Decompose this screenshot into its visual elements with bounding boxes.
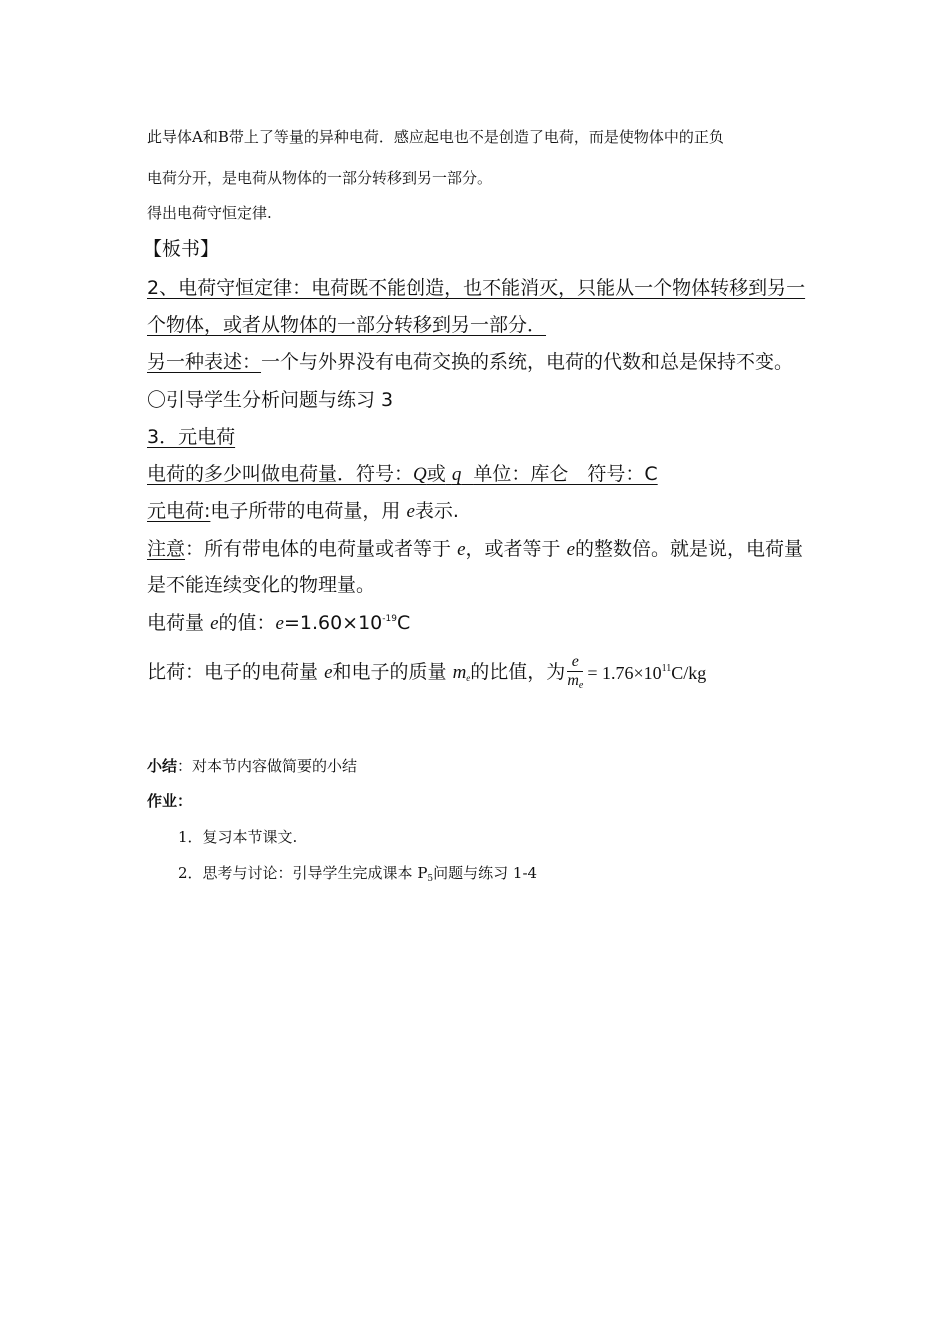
alternative-statement [147, 353, 793, 372]
specific-charge-symbol-m-sub: e [466, 673, 471, 683]
or-text: 或 [426, 463, 446, 485]
specific-charge-text-2: 和电子的质量 [332, 661, 447, 683]
specific-charge-text-3: 的比值，为 [470, 661, 566, 683]
alternative-statement-text: 一个与外界没有电荷交换的系统，电荷的代数和总是保持不变。 [261, 351, 794, 373]
elementary-charge-text: 电子所带的电荷量，用 [210, 500, 401, 522]
note-text-3: 的整数倍。就是说，电荷量 [575, 538, 804, 560]
charge-value-line [147, 614, 410, 633]
symbol-e: e [406, 501, 415, 522]
note-line-2: 是不能连续变化的物理量。 [147, 574, 376, 596]
summary-line [147, 759, 357, 774]
summary-label: 小结 [147, 757, 178, 775]
guide-exercise-line: 〇引导学生分析问题与练习 3 [147, 389, 394, 411]
unit-text: 单位：库仑 符号：C [473, 463, 658, 485]
homework-label: 作业 [147, 792, 178, 810]
equation-exponent: 11 [661, 662, 672, 674]
homework-item-2-text: 2．思考与讨论：引导学生完成课本 P [178, 864, 428, 882]
symbol-q: q [451, 464, 462, 485]
note-text-1: ：所有带电体的电荷量或者等于 [185, 538, 452, 560]
charge-quantity-text: 电荷的多少叫做电荷量．符号： [147, 463, 414, 485]
conservation-law-line-1: 2、电荷守恒定律：电荷既不能创造，也不能消灭，只能从一个物体转移到另一 [147, 277, 806, 299]
elementary-charge-text-end: 表示. [414, 500, 459, 522]
equation-value: = 1.76×10 [587, 662, 662, 683]
equation-unit: C/kg [671, 662, 707, 683]
note-line-1 [147, 540, 803, 559]
charge-value-unit: C [396, 612, 411, 634]
conclusion-line: 得出电荷守恒定律. [147, 204, 272, 222]
note-symbol-e-1: e [457, 539, 466, 560]
homework-item-2-text-end: 问题与练习 1-4 [433, 864, 538, 882]
charge-value-text-2: 的值： [218, 612, 276, 634]
elementary-charge-label: 元电荷: [147, 500, 211, 522]
charge-value-number: =1.60×10 [283, 612, 383, 634]
elementary-charge-heading: 3．元电荷 [147, 426, 236, 448]
specific-charge-equation [587, 663, 706, 683]
homework-item-1: 1．复习本节课文. [178, 828, 298, 846]
note-symbol-e-2: e [566, 539, 576, 560]
denominator-sub: e [578, 680, 584, 691]
paragraph-line-2: 电荷分开，是电荷从物体的一部分转移到另一部分。 [147, 169, 493, 187]
specific-charge-text-1: 比荷：电子的电荷量 [147, 661, 319, 683]
fraction-denominator [567, 672, 583, 691]
homework-colon: ： [177, 792, 193, 810]
charge-value-exponent: -19 [382, 614, 397, 624]
homework-item-2 [178, 866, 537, 884]
specific-charge-symbol-m: m [452, 662, 467, 683]
homework-heading [147, 794, 192, 809]
charge-value-symbol-e: e [210, 613, 219, 634]
specific-charge-line [147, 654, 706, 691]
charge-value-text-1: 电荷量 [147, 612, 205, 634]
elementary-charge-definition [147, 502, 459, 521]
note-text-2: ，或者等于 [465, 538, 561, 560]
fraction-numerator: e [567, 654, 583, 672]
board-heading: 【板书】 [143, 238, 220, 260]
charge-quantity-definition [147, 465, 658, 484]
ratio-fraction [567, 654, 583, 691]
symbol-Q: Q [413, 464, 427, 485]
alternative-statement-label: 另一种表述： [147, 351, 262, 373]
denominator-m: m [567, 672, 579, 689]
specific-charge-symbol-e: e [324, 662, 333, 683]
homework-item-2-page: 5 [427, 874, 434, 884]
conservation-law-line-2: 个物体，或者从物体的一部分转移到另一部分． [147, 314, 547, 336]
summary-text: ：对本节内容做简要的小结 [177, 757, 358, 775]
paragraph-line-1: 此导体A和B带上了等量的异种电荷．感应起电也不是创造了电荷，而是使物体中的正负 [147, 128, 724, 146]
note-label: 注意 [147, 538, 186, 560]
charge-value-symbol-e-2: e [275, 613, 284, 634]
